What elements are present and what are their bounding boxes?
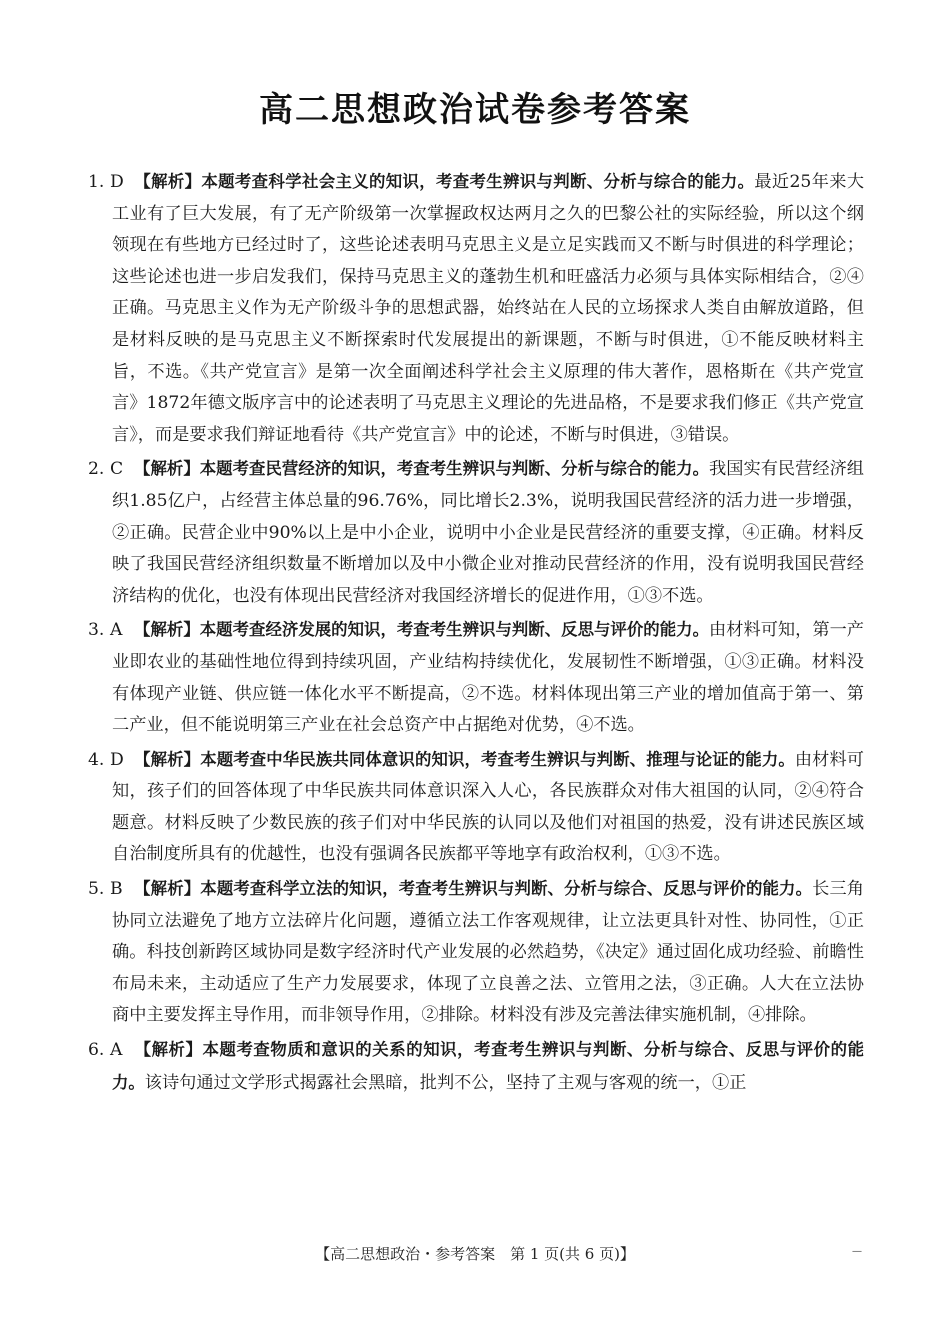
answer-choice: B	[110, 879, 123, 900]
answer-item-4	[88, 744, 864, 871]
analysis-topic: 本题考查物质和意识的关系的知识，考查考生辨识与判断、分析与综合、反思与评价的能力。	[112, 1040, 865, 1092]
analysis-topic: 本题考查民营经济的知识，考查考生辨识与判断、分析与综合的能力。	[199, 459, 710, 479]
analysis-text: 我国实有民营经济组织1.85亿户，占经营主体总量的96.76%，同比增长2.3%，说明我国民营经济的活力进一步增强，②正确。民营企业中90%以上是中小企业，说明中小企业是民营经济的重要支撑，④正确。材料反映了我国民营经济组织数量不断增加以及中小微企业对推动民营经济的作用，没有说明我国民营经济结构的优化，也没有体现出民营经济对我国经济增长的促进作用，①③不选。	[112, 459, 864, 606]
answer-list	[88, 166, 864, 1101]
answer-choice: D	[110, 749, 124, 770]
analysis-label: 【解析】	[134, 172, 202, 191]
question-number: 5.	[88, 879, 105, 900]
answer-item-3	[88, 614, 864, 741]
question-number: 4.	[88, 749, 105, 770]
page-title: 高二思想政治试卷参考答案	[259, 90, 691, 130]
analysis-text: 最近25年来大工业有了巨大发展，有了无产阶级第一次掌握政权达两月之久的巴黎公社的实际经验，所以这个纲领现在有些地方已经过时了，这些论述表明马克思主义是立足实践而又不断与时俱进的科学理论；这些论述也进一步启发我们，保持马克思主义的蓬勃生机和旺盛活力必须与具体实际相结合，②④正确。马克思主义作为无产阶级斗争的思想武器，始终站在人民的立场探求人类自由解放道路，但是材料反映的是马克思主义不断探索时代发展提出的新课题，不断与时俱进，①不能反映材料主旨，不选。《共产党宣言》是第一次全面阐述科学社会主义原理的伟大著作，恩格斯在《共产党宣言》1872年德文版序言中的论述表明了马克思主义理论的先进品格，不是要求我们修正《共产党宣言》，而是要求我们辩证地看待《共产党宣言》中的论述，不断与时俱进，③错误。	[112, 172, 865, 445]
question-number: 2.	[88, 459, 105, 480]
analysis-text: 由材料可知，孩子们的回答体现了中华民族共同体意识深入人心，各民族群众对伟大祖国的认同，②④符合题意。材料反映了少数民族的孩子们对中华民族的认同以及他们对祖国的热爱，没有讲述民族区域自治制度所具有的优越性，也没有强调各民族都平等地享有政治权利，①③不选。	[112, 749, 864, 865]
question-number: 6.	[88, 1040, 105, 1061]
analysis-text: 由材料可知，第一产业即农业的基础性地位得到持续巩固，产业结构持续优化，发展韧性不断增强，①③正确。材料没有体现产业链、供应链一体化水平不断提高，②不选。材料体现出第三产业的增加值高于第一、第二产业，但不能说明第三产业在社会总资产中占据绝对优势，④不选。	[112, 620, 864, 736]
analysis-label: 【解析】	[134, 749, 201, 769]
analysis-topic: 本题考查经济发展的知识，考查考生辨识与判断、反思与评价的能力。	[199, 620, 710, 640]
analysis-label: 【解析】	[134, 879, 201, 899]
answer-choice: D	[110, 172, 124, 192]
analysis-text: 该诗句通过文学形式揭露社会黑暗，批判不公，坚持了主观与客观的统一，①正	[144, 1072, 747, 1093]
analysis-label: 【解析】	[134, 1040, 203, 1060]
answer-item-5	[88, 873, 864, 1032]
analysis-topic: 本题考查中华民族共同体意识的知识，考查考生辨识与判断、推理与论证的能力。	[200, 749, 795, 769]
analysis-topic: 本题考查科学社会主义的知识，考查考生辨识与判断、分析与综合的能力。	[201, 172, 755, 191]
analysis-label: 【解析】	[134, 459, 200, 479]
analysis-topic: 本题考查科学立法的知识，考查考生辨识与判断、分析与综合、反思与评价的能力。	[200, 879, 813, 899]
corner-mark: —	[852, 1246, 862, 1257]
question-number: 1.	[88, 172, 105, 192]
page-footer: 【高二思想政治・参考答案 第 1 页(共 6 页)】	[315, 1245, 635, 1263]
answer-item-1	[88, 166, 864, 451]
answer-item-2	[88, 453, 864, 612]
question-number: 3.	[88, 620, 105, 641]
answer-choice: A	[110, 1040, 123, 1061]
answer-choice: C	[110, 459, 124, 480]
analysis-text: 长三角协同立法避免了地方立法碎片化问题，遵循立法工作客观规律，让立法更具针对性、协同性，①正确。科技创新跨区域协同是数字经济时代产业发展的必然趋势，《决定》通过固化成功经验、前瞻性布局未来，主动适应了生产力发展要求，体现了立良善之法、立管用之法，③正确。人大在立法协商中主要发挥主导作用，而非领导作用，②排除。材料没有涉及完善法律实施机制，④排除。	[112, 879, 864, 1026]
answer-item-6	[88, 1034, 864, 1099]
analysis-label: 【解析】	[134, 620, 200, 640]
answer-choice: A	[110, 620, 123, 641]
